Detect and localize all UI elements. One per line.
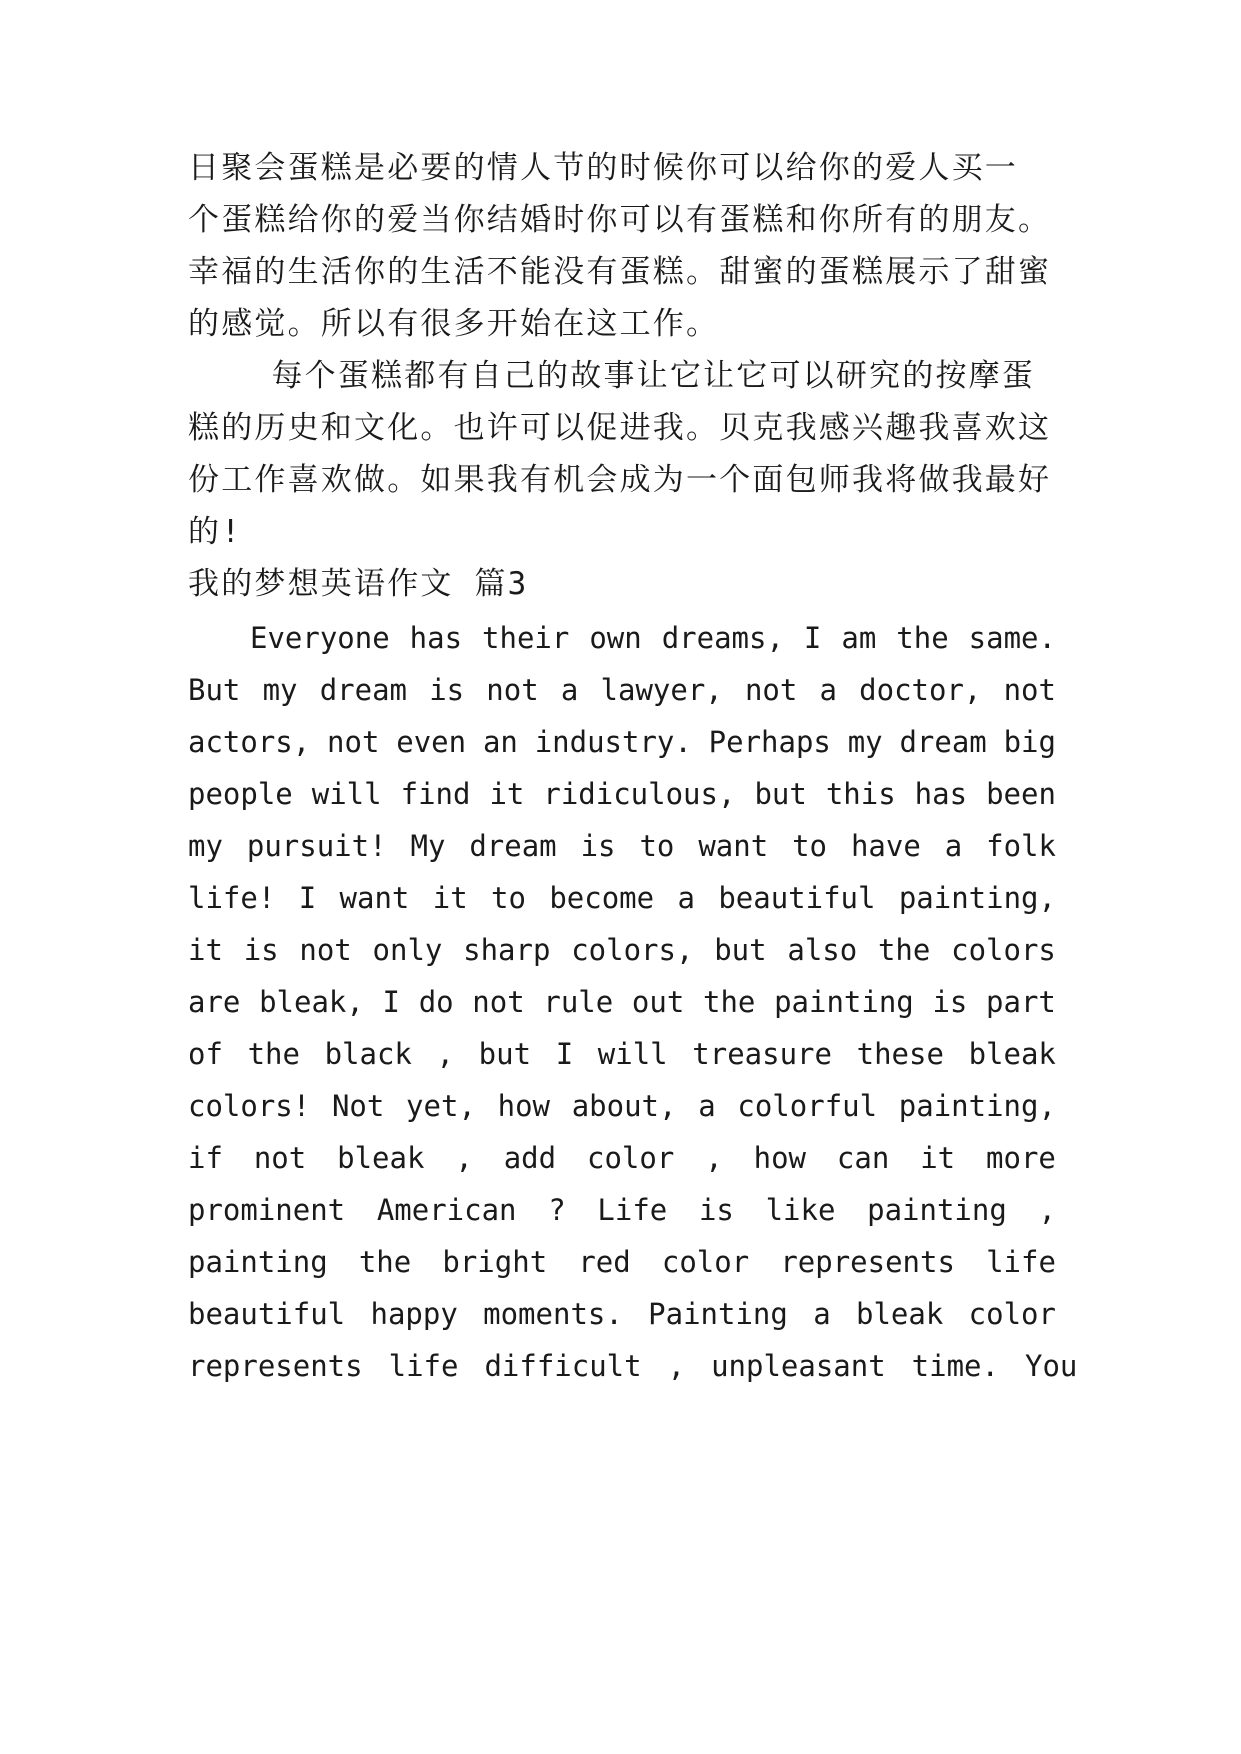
word: rule <box>543 985 614 1019</box>
word: painting, <box>898 1089 1056 1123</box>
word: these <box>856 1037 944 1071</box>
word: am <box>841 621 877 655</box>
word: I <box>803 621 822 655</box>
word: I <box>298 881 317 915</box>
word: industry. <box>534 725 692 759</box>
word: big <box>1003 725 1056 759</box>
word: colors, <box>571 933 694 967</box>
word: to <box>639 829 675 863</box>
word: bright <box>442 1245 548 1279</box>
word: treasure <box>692 1037 832 1071</box>
word: red <box>578 1245 631 1279</box>
paragraph-en-line <box>188 618 1056 658</box>
paragraph-en-line <box>188 878 1056 918</box>
word: color <box>968 1297 1056 1331</box>
word: like <box>765 1193 836 1227</box>
word: to <box>491 881 526 915</box>
word: it <box>432 881 468 915</box>
word: dream <box>469 829 557 863</box>
word: do <box>418 985 454 1019</box>
word: colors <box>951 933 1056 967</box>
paragraph-en-line <box>188 1086 1056 1126</box>
word: will <box>597 1037 668 1071</box>
word: a <box>560 673 579 707</box>
word: is <box>698 1193 734 1227</box>
word: more <box>986 1141 1056 1175</box>
word: can <box>836 1141 890 1175</box>
word: lawyer, <box>600 673 723 707</box>
word: a <box>813 1297 831 1331</box>
word: color <box>661 1245 750 1279</box>
word: my <box>262 673 298 707</box>
word: painting <box>867 1193 1007 1227</box>
paragraph-cn-2-line: 的! <box>188 514 243 550</box>
word: You <box>1024 1349 1078 1383</box>
word: time. <box>911 1349 999 1383</box>
word: become <box>549 881 655 915</box>
word: how <box>497 1089 550 1123</box>
paragraph-en-line <box>188 670 1056 710</box>
word: painting <box>188 1245 328 1279</box>
word: a <box>944 829 963 863</box>
word: pursuit! <box>246 829 387 863</box>
paragraph-en-line <box>188 774 1056 814</box>
word: life! <box>188 881 276 915</box>
paragraph-en-line <box>188 1294 1056 1334</box>
word: not <box>327 725 380 759</box>
word: are <box>188 985 241 1019</box>
paragraph-en-line <box>188 1034 1056 1074</box>
word: people <box>188 777 293 811</box>
word: , <box>455 1141 473 1175</box>
word: black <box>324 1037 412 1071</box>
word: how <box>753 1141 806 1175</box>
word: to <box>792 829 828 863</box>
word: own <box>589 621 642 655</box>
word: the <box>896 621 949 655</box>
word: ridiculous, <box>543 777 736 811</box>
word: this <box>825 777 896 811</box>
paragraph-en-line <box>188 982 1056 1022</box>
word: it <box>489 777 525 811</box>
word: find <box>400 777 471 811</box>
word: want <box>698 829 769 863</box>
word: but <box>754 777 807 811</box>
word: , <box>667 1349 686 1383</box>
paragraph-cn-2-line: 糕的历史和文化。也许可以促进我。贝克我感兴趣我喜欢这 <box>188 410 1052 446</box>
word: want <box>339 881 410 915</box>
word: my <box>847 725 883 759</box>
word: My <box>410 829 446 863</box>
section-heading: 我的梦想英语作文 篇3 <box>188 566 529 602</box>
word: unpleasant <box>711 1349 886 1383</box>
word: add <box>503 1141 557 1175</box>
paragraph-en-line <box>188 1138 1056 1178</box>
word: their <box>482 621 570 655</box>
word: the <box>358 1245 412 1279</box>
word: my <box>188 829 223 863</box>
word: But <box>188 673 241 707</box>
word: happy <box>370 1297 458 1331</box>
word: same. <box>968 621 1056 655</box>
word: bleak, <box>259 985 364 1019</box>
word: not <box>1003 673 1056 707</box>
word: is <box>243 933 279 967</box>
word: beautiful <box>718 881 876 915</box>
word: will <box>311 777 382 811</box>
word: a <box>677 881 695 915</box>
paragraph-en-line <box>188 1346 1078 1386</box>
word: yet, <box>406 1089 476 1123</box>
word: bleak <box>968 1037 1056 1071</box>
word: only <box>372 933 443 967</box>
word: I <box>555 1037 574 1071</box>
word: a <box>819 673 837 707</box>
word: an <box>482 725 518 759</box>
word: not <box>486 673 539 707</box>
word: dream <box>319 673 407 707</box>
paragraph-en-line <box>188 930 1056 970</box>
paragraph-cn-2-line: 份工作喜欢做。如果我有机会成为一个面包师我将做我最好 <box>188 462 1052 498</box>
word: but <box>478 1037 532 1071</box>
word: prominent <box>188 1193 346 1227</box>
word: been <box>986 777 1056 811</box>
word: not <box>744 673 798 707</box>
word: moments. <box>483 1297 623 1331</box>
word: dream <box>899 725 987 759</box>
word: not <box>472 985 525 1019</box>
word: difficult <box>484 1349 642 1383</box>
word: colors! <box>188 1089 311 1123</box>
paragraph-cn-1-line: 幸福的生活你的生活不能没有蛋糕。甜蜜的蛋糕展示了甜蜜 <box>188 254 1052 290</box>
word: a <box>698 1089 716 1123</box>
word: if <box>188 1141 223 1175</box>
word: life <box>388 1349 459 1383</box>
word: actors, <box>188 725 311 759</box>
word: the <box>702 985 756 1019</box>
paragraph-en-line <box>188 1242 1056 1282</box>
word: it <box>188 933 223 967</box>
word: American <box>376 1193 517 1227</box>
word: has <box>409 621 463 655</box>
paragraph-cn-2-line: 每个蛋糕都有自己的故事让它让它可以研究的按摩蛋 <box>188 358 1036 394</box>
word: but <box>714 933 767 967</box>
paragraph-cn-1-line: 个蛋糕给你的爱当你结婚时你可以有蛋糕和你所有的朋友。 <box>188 202 1052 238</box>
word: color <box>587 1141 675 1175</box>
word: have <box>850 829 921 863</box>
word: represents <box>188 1349 363 1383</box>
word: colorful <box>737 1089 878 1123</box>
word: bleak <box>337 1141 425 1175</box>
word: out <box>631 985 685 1019</box>
word: doctor, <box>859 673 982 707</box>
word: I <box>382 985 400 1019</box>
word: Everyone <box>250 621 390 655</box>
word: Life <box>597 1193 668 1227</box>
word: Not <box>331 1089 385 1123</box>
paragraph-en-line <box>188 1190 1056 1230</box>
word: dreams, <box>661 621 784 655</box>
word: the <box>877 933 931 967</box>
paragraph-cn-1-line: 日聚会蛋糕是必要的情人节的时候你可以给你的爱人买一 <box>188 150 1018 186</box>
word: even <box>396 725 467 759</box>
word: has <box>914 777 968 811</box>
paragraph-cn-1-line: 的感觉。所以有很多开始在这工作。 <box>188 306 720 342</box>
word: about, <box>571 1089 677 1123</box>
word: folk <box>986 829 1056 863</box>
word: represents <box>780 1245 955 1279</box>
word: is <box>429 673 465 707</box>
word: Perhaps <box>708 725 831 759</box>
word: not <box>299 933 352 967</box>
word: beautiful <box>188 1297 346 1331</box>
word: bleak <box>856 1297 944 1331</box>
word: sharp <box>463 933 551 967</box>
paragraph-en-line <box>188 826 1056 866</box>
word: , <box>436 1037 455 1071</box>
word: ? <box>548 1193 566 1227</box>
word: painting, <box>898 881 1056 915</box>
word: also <box>787 933 858 967</box>
word: not <box>253 1141 307 1175</box>
paragraph-en-line <box>188 722 1056 762</box>
word: painting <box>774 985 914 1019</box>
word: the <box>247 1037 300 1071</box>
word: life <box>986 1245 1056 1279</box>
word: , <box>705 1141 723 1175</box>
word: of <box>188 1037 223 1071</box>
word: Painting <box>648 1297 788 1331</box>
word: it <box>920 1141 956 1175</box>
word: part <box>986 985 1056 1019</box>
word: is <box>580 829 616 863</box>
word: is <box>932 985 968 1019</box>
word: , <box>1038 1193 1056 1227</box>
